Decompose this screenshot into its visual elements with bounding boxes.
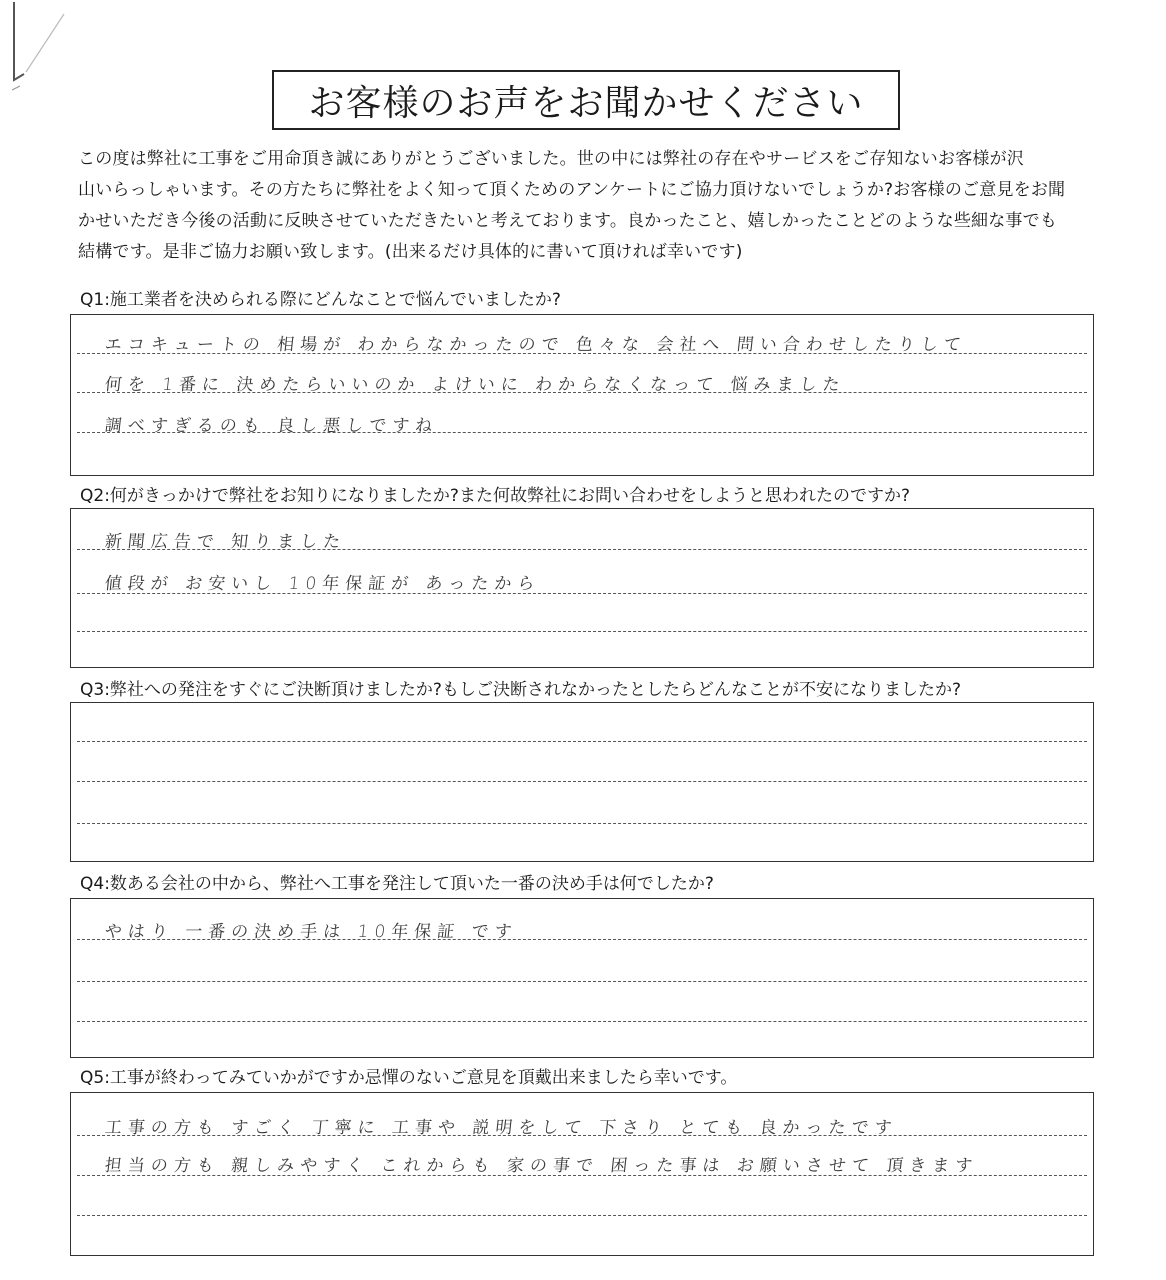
handwritten-answer: やはり 一番の決め手は 10年保証 です	[103, 922, 519, 942]
question-3-answer-box[interactable]	[70, 702, 1094, 862]
intro-text	[78, 144, 1108, 268]
intro-line: 山いらっしゃいます。その方たちに弊社をよく知って頂くためのアンケートにご協力頂けないでしょうか?お客様のご意見をお聞	[78, 180, 1066, 200]
handwritten-answer: エコキュートの 相場が わからなかったので 色々な 会社へ 問い合わせしたりして	[103, 335, 968, 355]
answer-rule	[77, 741, 1087, 742]
answer-rule	[77, 1215, 1087, 1216]
intro-line: この度は弊社に工事をご用命頂き誠にありがとうございました。世の中には弊社の存在やサービスをご存知ないお客様が沢	[78, 149, 1024, 169]
question-1-label: Q1:施工業者を決められる際にどんなことで悩んでいましたか?	[80, 290, 561, 310]
handwritten-answer: 工事の方も すごく 丁寧に 工事や 説明をして 下さり とても 良かったです	[103, 1118, 899, 1138]
question-3-label: Q3:弊社への発注をすぐにご決断頂けましたか?もしご決断されなかったとしたらどんなことが不安になりましたか?	[80, 680, 961, 700]
handwritten-answer: 調べすぎるのも 良し悪しですね	[103, 416, 440, 436]
intro-line: かせいただき今後の活動に反映させていただきたいと考えております。良かったこと、嬉しかったことどのような些細な事でも	[78, 211, 1058, 231]
question-5-label: Q5:工事が終わってみていかがですか忌憚のないご意見を頂戴出来ましたら幸いです。	[80, 1068, 738, 1088]
handwritten-answer: 担当の方も 親しみやすく これからも 家の事で 困った事は お願いさせて 頂きます	[103, 1156, 980, 1176]
answer-rule	[77, 1021, 1087, 1022]
handwritten-answer: 何を 1番に 決めたらいいのか よけいに わからなくなって 悩みました	[103, 375, 847, 395]
title-box	[272, 70, 900, 130]
question-2-label: Q2:何がきっかけで弊社をお知りになりましたか?また何故弊社にお問い合わせをしようと思われたのですか?	[80, 486, 910, 506]
intro-line: 結構です。是非ご協力お願い致します。(出来るだけ具体的に書いて頂ければ幸いです)	[78, 242, 743, 262]
question-1-answer-box[interactable]	[70, 314, 1094, 476]
answer-rule	[77, 781, 1087, 782]
answer-rule	[77, 981, 1087, 982]
question-4-label: Q4:数ある会社の中から、弊社へ工事を発注して頂いた一番の決め手は何でしたか?	[80, 874, 714, 894]
scan-mark	[8, 2, 68, 102]
answer-rule	[77, 823, 1087, 824]
question-5-answer-box[interactable]	[70, 1092, 1094, 1256]
question-2-answer-box[interactable]	[70, 508, 1094, 668]
question-4-answer-box[interactable]	[70, 898, 1094, 1058]
handwritten-answer: 新聞広告で 知りました	[103, 532, 348, 552]
page-title: お客様のお声をお聞かせください	[308, 82, 864, 124]
answer-rule	[77, 631, 1087, 632]
handwritten-answer: 値段が お安いし 10年保証が あったから	[103, 574, 542, 594]
